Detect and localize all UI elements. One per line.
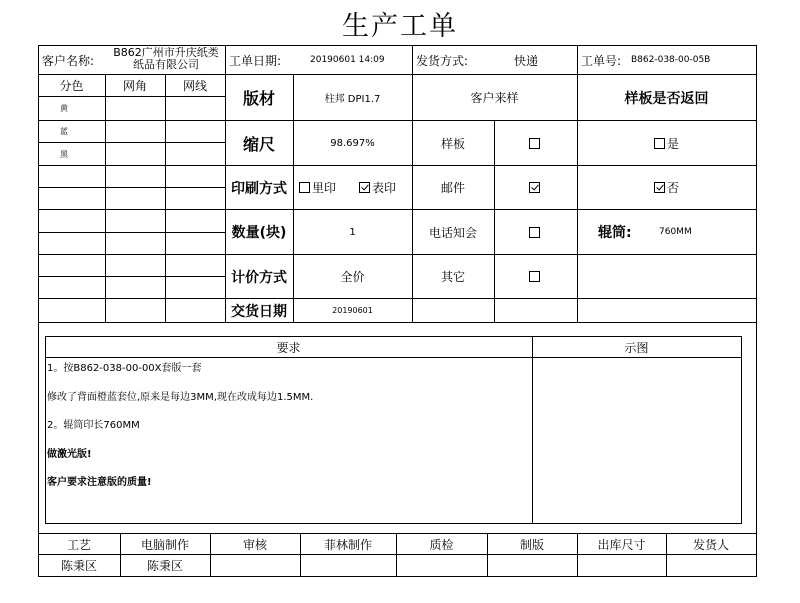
requirement-line-2: 修改了背面橙蓝套位,原来是每边3MM,现在改成每边1.5MM. [47, 392, 314, 403]
diagram-header: 示图 [624, 340, 649, 355]
footer-header-size: 出库尺寸 [597, 537, 646, 552]
sample-return-label: 样板是否返回 [624, 90, 709, 107]
delivery-date-label: 交货日期 [231, 303, 287, 320]
footer-header-plate: 制版 [519, 537, 544, 552]
sample-return-no-label: 否 [666, 181, 679, 195]
outer-print-label: 表印 [372, 181, 397, 195]
delivery-date-value: 20190601 [332, 306, 373, 315]
roller-label: 辊筒: [598, 225, 632, 241]
plate-material-label: 版材 [242, 89, 275, 108]
sample-board-label: 样板 [440, 136, 465, 151]
roller-value: 760MM [659, 227, 692, 237]
other-label: 其它 [440, 270, 465, 284]
requirement-line-3: 2。辊筒印长760MM [47, 420, 140, 431]
mail-label: 邮件 [440, 181, 465, 195]
scale-value: 98.697% [330, 137, 375, 149]
sample-return-yes-checkbox[interactable] [654, 138, 665, 149]
footer-value-shipper [666, 555, 756, 576]
diagram-area [533, 358, 741, 523]
footer-value-computer: 陈秉区 [146, 559, 183, 573]
screen-line-header: 网线 [182, 79, 207, 93]
footer-header-process: 工艺 [66, 537, 91, 552]
pricing-value: 全价 [340, 270, 365, 284]
footer-header-computer: 电脑制作 [140, 537, 189, 552]
footer-value-size [577, 555, 666, 576]
color-row-blue: 蓝 [60, 127, 68, 136]
sample-return-yes-label: 是 [666, 136, 679, 151]
color-row-black: 黑 [60, 149, 68, 159]
footer-value-plate [487, 555, 577, 576]
requirement-line-4: 做激光版! [47, 449, 92, 460]
footer-value-qc [396, 555, 487, 576]
sample-return-no-checkbox[interactable] [654, 182, 665, 193]
order-no-label: 工单号: [581, 53, 622, 68]
quantity-value: 1 [349, 226, 356, 238]
print-method-label: 印刷方式 [231, 180, 287, 197]
sample-source-value: 客户来样 [470, 91, 519, 105]
requirement-line-1: 1。按B862-038-00-00X套版一套 [47, 363, 202, 374]
color-row-yellow: 黄 [60, 104, 68, 113]
footer-header-film: 菲林制作 [323, 537, 372, 552]
plate-material-value: 柱邦 DPI1.7 [324, 94, 381, 105]
screen-angle-header: 网角 [122, 79, 147, 93]
customer-label: 客户名称: [42, 53, 95, 68]
order-no-value: B862-038-00-05B [631, 55, 711, 65]
outer-print-checkbox[interactable] [359, 182, 370, 193]
order-date-value: 20190601 14:09 [310, 55, 385, 65]
quantity-label: 数量(块) [231, 225, 287, 241]
footer-header-shipper: 发货人 [692, 537, 729, 552]
footer-value-process: 陈秉区 [60, 559, 97, 573]
phone-notify-checkbox[interactable] [529, 227, 540, 238]
footer-header-qc: 质检 [429, 537, 454, 552]
ship-method-value: 快递 [514, 53, 539, 68]
requirements-header: 要求 [276, 340, 301, 355]
page-title: 生产工单 [342, 11, 458, 42]
other-checkbox[interactable] [529, 271, 540, 282]
scale-label: 缩尺 [242, 134, 275, 154]
sample-board-checkbox[interactable] [529, 138, 540, 149]
footer-value-film [300, 555, 396, 576]
footer-header-review: 审核 [242, 537, 267, 552]
inner-print-label: 里印 [312, 181, 337, 195]
mail-checkbox[interactable] [529, 182, 540, 193]
color-sep-header: 分色 [59, 79, 84, 93]
pricing-label: 计价方式 [231, 269, 287, 286]
footer-value-review [210, 555, 300, 576]
requirement-line-5: 客户要求注意版的质量! [47, 477, 152, 488]
customer-value: B862广州市升庆纸类纸品有限公司 [113, 47, 219, 71]
order-date-label: 工单日期: [229, 53, 282, 68]
phone-notify-label: 电话知会 [428, 225, 477, 240]
inner-print-checkbox[interactable] [299, 182, 310, 193]
ship-method-label: 发货方式: [416, 53, 469, 68]
